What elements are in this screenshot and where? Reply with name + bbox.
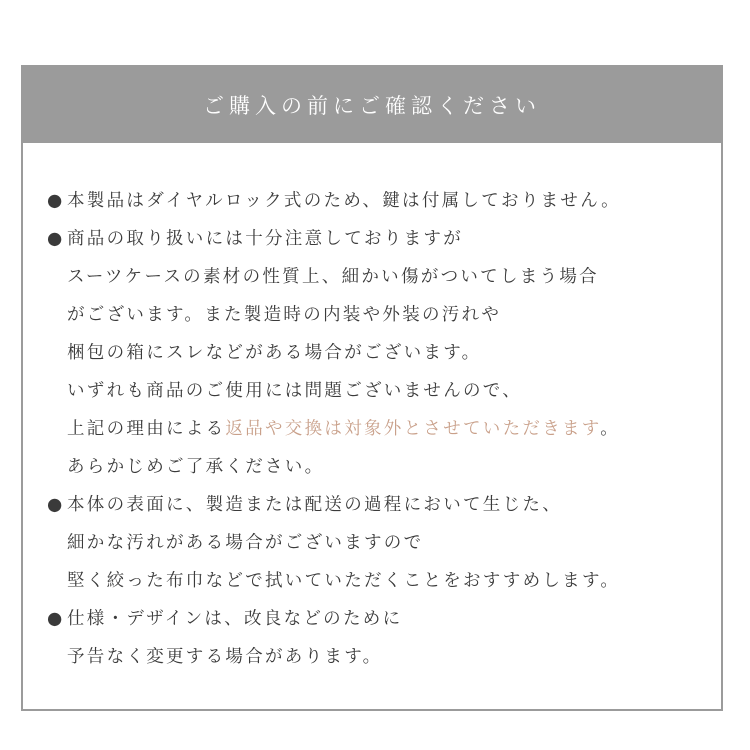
note-2-line-7: あらかじめご了承ください。 bbox=[67, 457, 325, 477]
note-text: 本製品はダイヤルロック式のため、鍵は付属しておりません。 bbox=[67, 191, 621, 211]
note-3-line-1 bbox=[47, 486, 711, 524]
note-text: 上記の理由による bbox=[67, 419, 226, 439]
bullet-icon: ● bbox=[47, 191, 63, 211]
bullet-icon: ● bbox=[47, 609, 63, 629]
note-2-line-5: いずれも商品のご使用には問題ございませんので、 bbox=[67, 381, 523, 401]
note-text: 。 bbox=[600, 419, 621, 439]
bullet-icon: ● bbox=[47, 495, 63, 515]
return-policy-highlight: 返品や交換は対象外とさせていただきます bbox=[225, 419, 601, 439]
note-2-line-1 bbox=[47, 220, 711, 258]
note-text: 商品の取り扱いには十分注意しておりますが bbox=[67, 229, 463, 249]
notice-body bbox=[47, 182, 711, 676]
note-1-line-1 bbox=[47, 182, 711, 220]
note-text: 本体の表面に、製造または配送の過程において生じた、 bbox=[67, 495, 562, 515]
note-3-line-3: 堅く絞った布巾などで拭いていただくことをおすすめします。 bbox=[67, 571, 621, 591]
notice-header bbox=[23, 67, 721, 143]
note-4-line-1 bbox=[47, 600, 711, 638]
notice-box bbox=[21, 65, 723, 711]
note-4-line-2: 予告なく変更する場合があります。 bbox=[67, 647, 383, 667]
notice-title: ご購入の前にご確認ください bbox=[203, 94, 541, 118]
bullet-icon: ● bbox=[47, 229, 63, 249]
note-2-line-3: がございます。また製造時の内装や外装の汚れや bbox=[67, 305, 502, 325]
note-2-line-4: 梱包の箱にスレなどがある場合がございます。 bbox=[67, 343, 482, 363]
note-2-line-2: スーツケースの素材の性質上、細かい傷がついてしまう場合 bbox=[67, 267, 599, 287]
note-text: 仕様・デザインは、改良などのために bbox=[67, 609, 403, 629]
note-2-line-6 bbox=[47, 410, 711, 448]
note-3-line-2: 細かな汚れがある場合がございますので bbox=[67, 533, 424, 553]
